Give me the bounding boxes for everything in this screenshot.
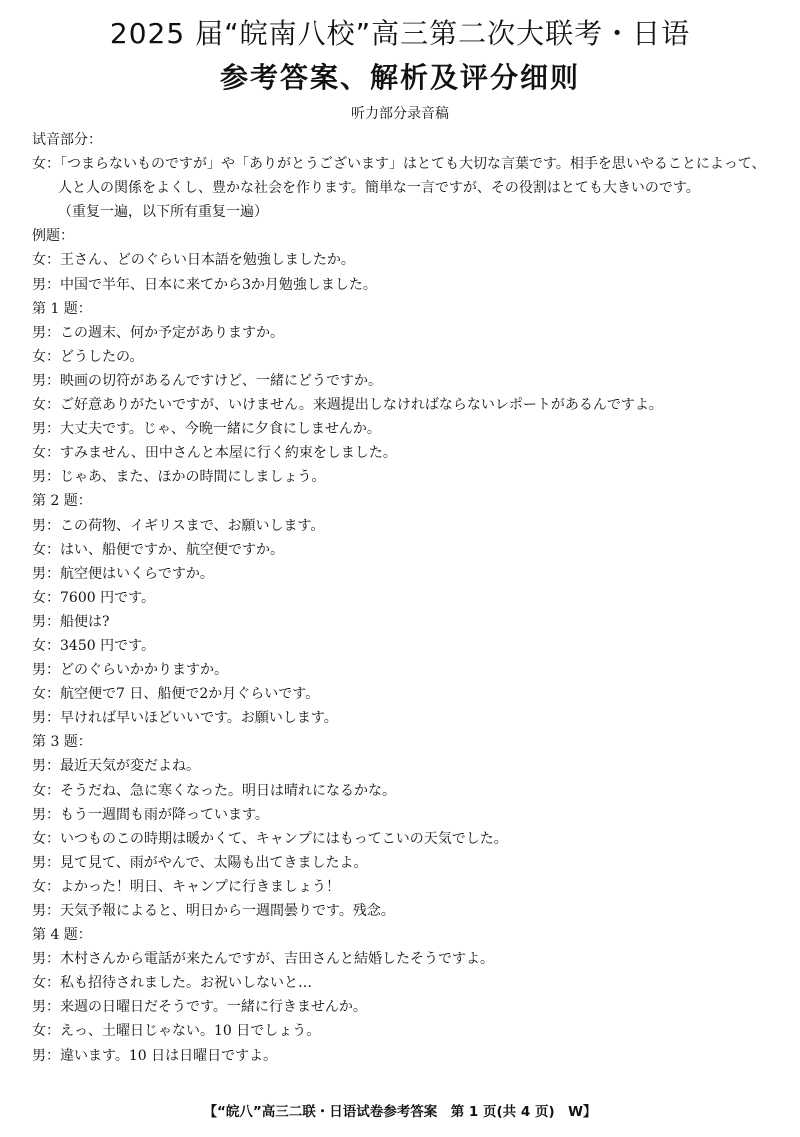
section-label-transcript: 听力部分录音稿 bbox=[351, 106, 449, 122]
dialogue-line: 女：3450 円です。 bbox=[32, 637, 155, 654]
dialogue-line: 男：船便は? bbox=[32, 613, 110, 630]
dialogue-line: 男：中国で半年、日本に来てから3か月勉強しました。 bbox=[32, 276, 377, 293]
trial-speech-text: 女：「つまらないものですが」や「ありがとうございます」はとても大切な言葉です。相手を思いやることによって、人と人の関係をよくし、豊かな社会を作ります。簡単な一言ですが、その役割はとても大きいのです。 bbox=[32, 156, 766, 197]
dialogue-line: 男：木村さんから電話が来たんですが、吉田さんと結婚したそうですよ。 bbox=[32, 951, 494, 968]
dialogue-line: 男：映画の切符があるんですけど、一緒にどうですか。 bbox=[32, 372, 382, 389]
question-heading: 第 3 题： bbox=[32, 734, 92, 751]
dialogue-line: 女：はい、船便ですか、航空便ですか。 bbox=[32, 541, 284, 558]
question-heading: 第 1 题： bbox=[32, 300, 92, 317]
dialogue-line: 男：大丈夫です。じゃ、今晩一緒に夕食にしませんか。 bbox=[32, 421, 381, 438]
dialogue-line: 女：そうだね、急に寒くなった。明日は晴れになるかな。 bbox=[32, 782, 396, 799]
dialogue-line: 男：この荷物、イギリスまで、お願いします。 bbox=[32, 517, 325, 534]
dialogue-line: 男：じゃあ、また、ほかの時間にしましょう。 bbox=[32, 469, 326, 486]
dialogue-line: 男：見て見て、雨がやんで、太陽も出てきましたよ。 bbox=[32, 854, 368, 871]
dialogue-line: 男：もう一週間も雨が降っています。 bbox=[32, 806, 269, 823]
page-subtitle-answers: 参考答案、解析及评分细则 bbox=[219, 61, 580, 94]
page-footer: 【“皖八”高三二联・日语试卷参考答案 第 1 页(共 4 页) W】 bbox=[203, 1104, 597, 1120]
dialogue-line: 女：どうしたの。 bbox=[32, 348, 144, 365]
trial-heading: 试音部分： bbox=[32, 132, 102, 148]
question-heading: 第 2 题： bbox=[32, 493, 92, 510]
question-heading: 第 4 题： bbox=[32, 927, 92, 944]
dialogue-line: 男：早ければ早いほどいいです。お願いします。 bbox=[32, 710, 338, 727]
dialogue-line: 女：7600 円です。 bbox=[32, 589, 155, 606]
dialogue-line: 女：王さん、どのぐらい日本語を勉強しましたか。 bbox=[32, 252, 355, 269]
dialogue-line: 男：どのぐらいかかりますか。 bbox=[32, 662, 228, 679]
dialogue-line: 男：航空便はいくらですか。 bbox=[32, 565, 214, 582]
dialogue-line: 女：航空便で7 日、船便で2か月ぐらいです。 bbox=[32, 686, 320, 703]
transcript-body bbox=[32, 128, 772, 1068]
dialogue-line: 女：えっ、土曜日じゃない。10 日でしょう。 bbox=[32, 1023, 321, 1040]
dialogue-line: 女：すみません、田中さんと本屋に行く約束をしました。 bbox=[32, 445, 397, 462]
dialogue-line: 男：来週の日曜日だそうです。一緒に行きませんか。 bbox=[32, 999, 367, 1016]
dialogue-line: 男：最近天気が変だよね。 bbox=[32, 758, 200, 775]
page-title: 2025 届“皖南八校”高三第二次大联考・日语 bbox=[109, 17, 691, 50]
dialogue-line: 男：天気予報によると、明日から一週間曇りです。残念。 bbox=[32, 903, 395, 919]
dialogue-line: 女：私も招待されました。お祝いしないと… bbox=[32, 975, 312, 992]
dialogue-line: 男：違います。10 日は日曜日ですよ。 bbox=[32, 1047, 278, 1064]
repeat-note: （重复一遍，以下所有重复一遍） bbox=[58, 204, 268, 221]
example-heading: 例题： bbox=[32, 228, 74, 245]
dialogue-line: 男：この週末、何か予定がありますか。 bbox=[32, 324, 284, 341]
dialogue-line: 女：ご好意ありがたいですが、いけません。来週提出しなければならないレポートがあるんですよ。 bbox=[32, 397, 663, 414]
trial-speech bbox=[32, 152, 772, 200]
dialogue-line: 女：よかった！明日、キャンプに行きましょう！ bbox=[32, 878, 340, 895]
dialogue-line: 女：いつものこの時期は暖かくて、キャンプにはもってこいの天気でした。 bbox=[32, 830, 508, 847]
